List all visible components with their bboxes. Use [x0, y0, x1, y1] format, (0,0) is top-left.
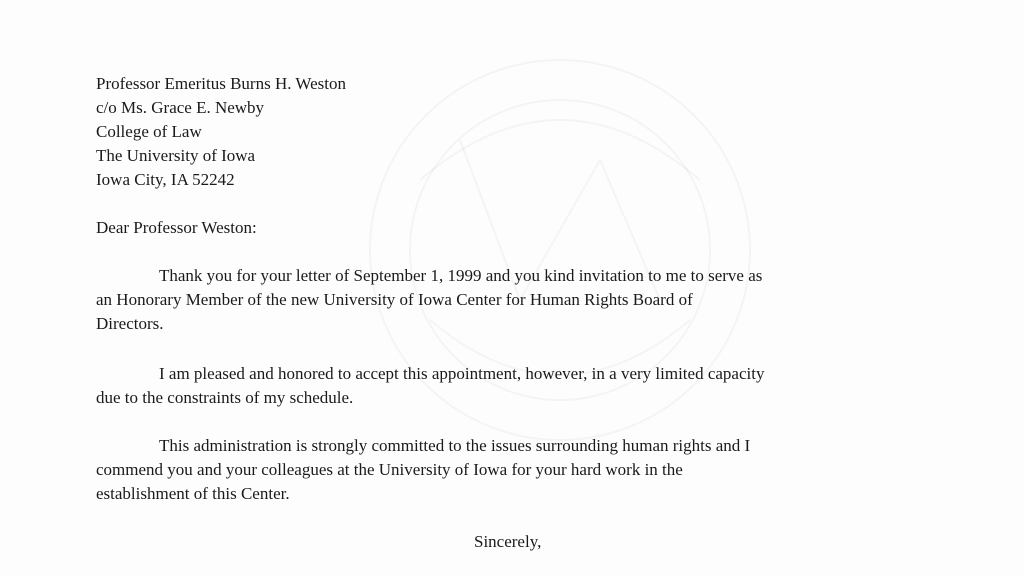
- paragraph-line: This administration is strongly committed to the issues surrounding human rights and I: [159, 436, 751, 455]
- address-line: The University of Iowa: [96, 146, 256, 165]
- closing: Sincerely,: [474, 532, 542, 551]
- address-line: Iowa City, IA 52242: [96, 170, 235, 189]
- paragraph-commitment: [96, 434, 926, 506]
- address-line: c/o Ms. Grace E. Newby: [96, 98, 265, 117]
- paragraph-line: an Honorary Member of the new University of Iowa Center for Human Rights Board of: [96, 290, 693, 309]
- recipient-address: [96, 72, 346, 192]
- paragraph-line: due to the constraints of my schedule.: [96, 388, 354, 407]
- paragraph-line: establishment of this Center.: [96, 484, 290, 503]
- paragraph-thanks: [96, 264, 926, 336]
- paragraph-line: commend you and your colleagues at the University of Iowa for your hard work in the: [96, 460, 683, 479]
- address-line: College of Law: [96, 122, 202, 141]
- salutation: Dear Professor Weston:: [96, 218, 257, 237]
- address-line: Professor Emeritus Burns H. Weston: [96, 74, 346, 93]
- paragraph-acceptance: [96, 362, 926, 410]
- paragraph-line: Directors.: [96, 314, 164, 333]
- paragraph-line: I am pleased and honored to accept this appointment, however, in a very limited capacity: [159, 364, 765, 383]
- paragraph-line: Thank you for your letter of September 1, 1999 and you kind invitation to me to serve as: [159, 266, 763, 285]
